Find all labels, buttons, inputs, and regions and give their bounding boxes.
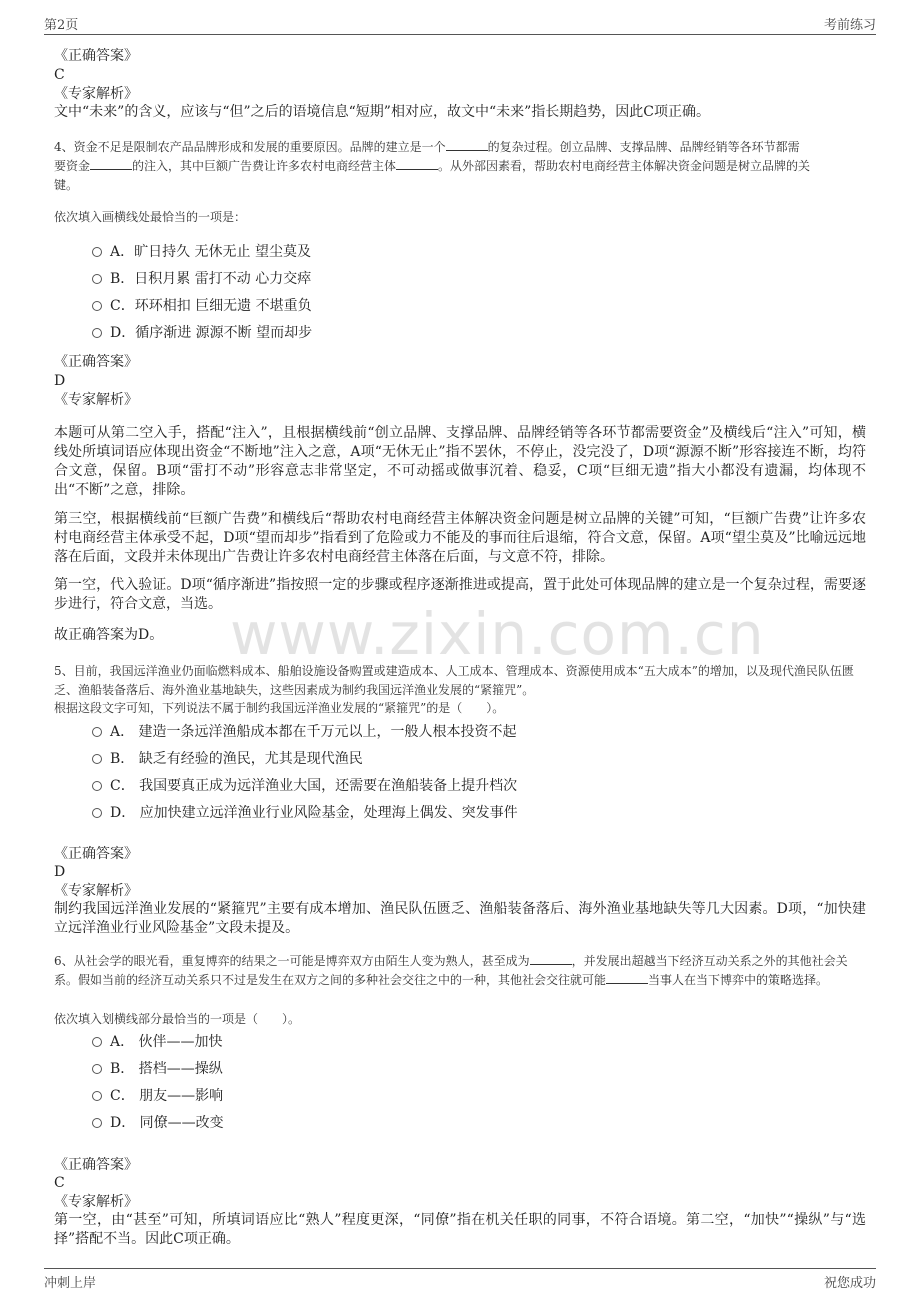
answer-value: D [54,864,66,880]
analysis-paragraph: 本题可从第二空入手，搭配“注入”，且根据横线前“创立品牌、支撑品牌、品牌经销等各环节都需要资金”及横线后“注入”可知，横线处所填词语应体现出资金“不断地”注入之意，A项“无休无止”指不罢休，不停止，没完没了，D项“源源不断”形容接连不断，均符合文意，保留。B项“雷打不动”形容意志非常坚定，不可动摇或做事沉着、稳妥，C项“巨细无遗”指大小都没有遗漏，均体现不出“不断”之意，排除。 [54,425,866,498]
radio-icon[interactable] [92,1064,102,1074]
option-b[interactable] [92,749,363,769]
option-label: C． 我国要真正成为远洋渔业大国，还需要在渔船装备上提升档次 [110,778,518,794]
option-d[interactable] [92,803,518,823]
analysis-paragraph: 故正确答案为D。 [54,627,164,643]
analysis-label: 《专家解析》 [54,883,138,899]
option-label: A．旷日持久 无休无止 望尘莫及 [110,244,312,260]
option-label: A． 建造一条远洋渔船成本都在千万元以上，一般人根本投资不起 [110,724,517,740]
answer-value: D [54,373,66,389]
stem-text: 要资金 [54,159,91,173]
radio-icon[interactable] [92,808,102,818]
radio-icon[interactable] [92,781,102,791]
option-d[interactable] [92,1113,224,1133]
question-prompt: 依次填入划横线部分最恰当的一项是（ ）。 [54,1012,301,1026]
radio-icon[interactable] [92,301,102,311]
radio-icon[interactable] [92,754,102,764]
analysis-label: 《专家解析》 [54,86,138,102]
option-label: C．环环相扣 巨细无遗 不堪重负 [110,298,312,314]
option-label: D． 应加快建立远洋渔业行业风险基金，处理海上偶发、突发事件 [110,805,518,821]
stem-text: 当事人在当下博弈中的策略选择。 [648,973,829,987]
option-label: C． 朋友——影响 [110,1088,224,1104]
option-c[interactable] [92,296,312,316]
header-divider [44,34,876,35]
analysis-text: 文中“未来”的含义，应该与“但”之后的语境信息“短期”相对应，故文中“未来”指长期趋势，因此C项正确。 [54,104,710,120]
option-label: D．循序渐进 源源不断 望而却步 [110,325,313,341]
question-stem [54,138,868,195]
option-label: B． 缺乏有经验的渔民，尤其是现代渔民 [110,751,363,767]
option-label: B． 搭档——操纵 [110,1061,223,1077]
radio-icon[interactable] [92,1091,102,1101]
stem-text: 的注入，其中巨额广告费让许多农村电商经营主体 [132,159,397,173]
radio-icon[interactable] [92,727,102,737]
option-b[interactable] [92,269,311,289]
radio-icon[interactable] [92,247,102,257]
stem-text: ，并发展出超越当下经济互动关系之外的其他社会关系。假如当前的经济互动关系只不过是发生在双方之间的多种社会交往之中的一种，其他社会交往就可能 [54,954,848,987]
fill-blank [446,138,488,151]
option-label: B．日积月累 雷打不动 心力交瘁 [110,271,312,287]
question-prompt: 根据这段文字可知，下列说法不属于制约我国远洋渔业发展的“紧箍咒”的是（ ）。 [54,701,505,715]
radio-icon[interactable] [92,274,102,284]
option-label: A． 伙伴——加快 [110,1034,223,1050]
question-stem: 5、目前，我国远洋渔业仍面临燃料成本、船舶设施设备购置或建造成本、人工成本、管理成本、资源使用成本“五大成本”的增加，以及现代渔民队伍匮乏、渔船装备落后、海外渔业基地缺失，这些因素成为制约我国远洋渔业发展的“紧箍咒”。 [54,664,854,697]
answer-value: C [54,1175,65,1191]
answer-label: 《正确答案》 [54,354,138,370]
analysis-text: 制约我国远洋渔业发展的“紧箍咒”主要有成本增加、渔民队伍匮乏、渔船装备落后、海外渔业基地缺失等几大因素。D项，“加快建立远洋渔业行业风险基金”文段未提及。 [54,901,866,936]
radio-icon[interactable] [92,328,102,338]
answer-value: C [54,67,65,83]
stem-text: 6、从社会学的眼光看，重复博弈的结果之一可能是博弈双方由陌生人变为熟人，甚至成为 [54,954,530,968]
option-label: D． 同僚——改变 [110,1115,224,1131]
option-d[interactable] [92,323,312,343]
fill-blank [90,157,132,170]
fill-blank [606,971,648,984]
footer-left: 冲刺上岸 [44,1276,97,1291]
option-c[interactable] [92,1086,223,1106]
analysis-paragraph: 第三空，根据横线前“巨额广告费”和横线后“帮助农村电商经营主体解决资金问题是树立品牌的关键”可知，“巨额广告费”让许多农村电商经营主体承受不起，D项“望而却步”指看到了危险或力不能及的事而往后退缩，符合文意，保留。A项“望尘莫及”比喻远远地落在后面，文段并未体现出广告费让许多农村电商经营主体落在后面，与文意不符，排除。 [54,511,866,565]
page-number: 第2页 [44,18,79,33]
answer-label: 《正确答案》 [54,1157,138,1173]
stem-text: 的复杂过程。创立品牌、支撑品牌、品牌经销等各环节都需 [487,140,800,154]
option-c[interactable] [92,776,517,796]
analysis-label: 《专家解析》 [54,1194,138,1210]
footer-divider [44,1268,876,1269]
option-b[interactable] [92,1059,223,1079]
watermark: www.zixin.com.cn [230,600,765,668]
answer-label: 《正确答案》 [54,846,138,862]
answer-label: 《正确答案》 [54,48,138,64]
stem-text: 键。 [54,178,79,192]
question-stem [54,952,868,990]
question-prompt: 依次填入画横线处最恰当的一项是： [54,210,247,224]
analysis-text: 第一空，由“甚至”可知，所填词语应比“熟人”程度更深，“同僚”指在机关任职的同事，不符合语境。第二空，“加快”“操纵”与“选择”搭配不当。因此C项正确。 [54,1212,866,1247]
header-title: 考前练习 [823,18,876,33]
option-a[interactable] [92,242,311,262]
stem-text: 。从外部因素看，帮助农村电商经营主体解决资金问题是树立品牌的关 [438,159,811,173]
fill-blank [396,157,438,170]
footer-right: 祝您成功 [823,1276,876,1291]
stem-text: 4、资金不足是限制农产品品牌形成和发展的重要原因。品牌的建立是一个 [54,140,446,154]
analysis-label: 《专家解析》 [54,392,138,408]
radio-icon[interactable] [92,1118,102,1128]
analysis-paragraph: 第一空，代入验证。D项“循序渐进”指按照一定的步骤或程序逐渐推进或提高，置于此处可体现品牌的建立是一个复杂过程，需要逐步进行，符合文意，当选。 [54,577,866,612]
fill-blank [530,952,572,965]
option-a[interactable] [92,722,517,742]
option-a[interactable] [92,1032,223,1052]
radio-icon[interactable] [92,1037,102,1047]
